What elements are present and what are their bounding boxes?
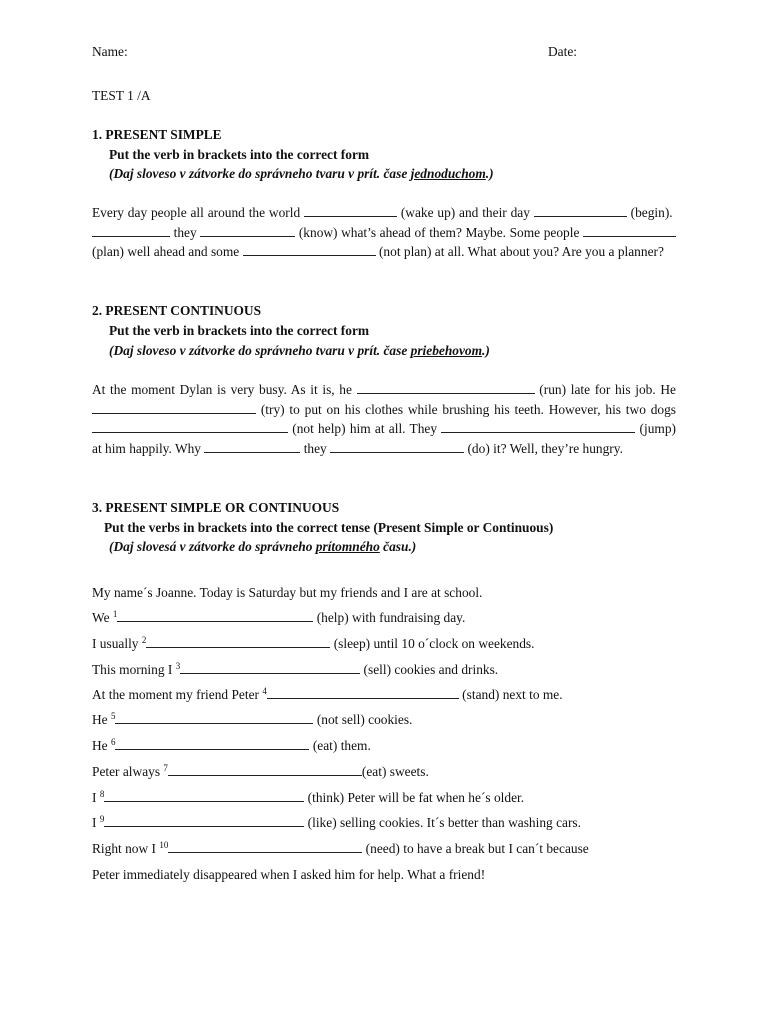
section2-text-6: they — [303, 440, 327, 456]
section2-number: 2. — [92, 303, 103, 318]
section2-text-2: (run) late for his job. He — [539, 382, 676, 397]
answer-blank-not-plan[interactable] — [243, 243, 376, 256]
name-label: Name: — [92, 44, 128, 59]
item8-number: 8 — [99, 789, 105, 799]
exercise-item-5 — [92, 710, 412, 730]
section1-paragraph — [92, 203, 676, 262]
answer-blank-6[interactable] — [115, 737, 309, 750]
section1-text-7: (not plan) at all. What about you? Are you a planner? — [378, 244, 664, 260]
item2-pre: I usually — [92, 636, 142, 651]
item10-pre: Right now I — [92, 841, 160, 856]
answer-blank-know[interactable] — [200, 224, 295, 237]
section1-translation-key: jednoduchom — [410, 166, 486, 181]
answer-blank-7[interactable] — [168, 763, 362, 776]
exercise-item-1 — [92, 608, 465, 628]
section1-title: PRESENT SIMPLE — [105, 127, 222, 142]
item3-pre: This morning I — [92, 662, 176, 677]
item8-pre: I — [92, 790, 100, 805]
item8-post: (think) Peter will be fat when he´s older. — [304, 790, 525, 805]
section1-text-5: (know) what’s ahead of them? Maybe. Some people — [298, 224, 580, 240]
section1-number: 1. — [92, 127, 103, 142]
section1-translation — [109, 164, 494, 184]
item5-pre: He — [92, 712, 111, 727]
answer-blank-8[interactable] — [104, 789, 304, 802]
section2-text-3: (try) to put on his clothes while brushing his teeth. However, his two dogs — [260, 401, 676, 417]
item4-number: 4 — [262, 686, 267, 696]
section1-text-3: (begin). — [630, 205, 673, 220]
exercise-item-9 — [92, 813, 581, 833]
item6-post: (eat) them. — [309, 738, 371, 753]
section1-translation-pre: (Daj sloveso v zátvorke do správneho tvaru v prít. čase — [109, 166, 411, 181]
section3-intro: My name´s Joanne. Today is Saturday but my friends and I are at school. — [92, 585, 483, 600]
section1-text-4: they — [173, 224, 197, 240]
answer-blank-plan[interactable] — [583, 224, 676, 237]
answer-blank-3[interactable] — [180, 661, 360, 674]
section3-translation-post: času.) — [379, 539, 417, 554]
section1-translation-post: .) — [485, 166, 494, 181]
answer-blank-wake-up[interactable] — [304, 204, 397, 217]
item5-number: 5 — [110, 711, 116, 721]
item1-post: (help) with fundraising day. — [313, 610, 466, 625]
section3-translation-key: prítomného — [315, 539, 380, 554]
section1-text-1: Every day people all around the world — [92, 205, 301, 220]
exercise-item-10 — [92, 839, 589, 859]
answer-blank-5[interactable] — [115, 711, 313, 724]
item5-post: (not sell) cookies. — [313, 712, 413, 727]
answer-blank-begin[interactable] — [534, 204, 627, 217]
section3-outro: Peter immediately disappeared when I asked him for help. What a friend! — [92, 867, 486, 882]
item2-number: 2 — [141, 635, 147, 645]
section3-translation-pre: (Daj slovesá v zátvorke do správneho — [109, 539, 316, 554]
item3-number: 3 — [175, 661, 181, 671]
item9-post: (like) selling cookies. It´s better than washing cars. — [304, 815, 581, 830]
section2-paragraph — [92, 380, 676, 458]
item9-pre: I — [92, 815, 100, 830]
section2-text-5: (jump) at him happily. Why — [92, 421, 676, 456]
item1-number: 1 — [112, 609, 118, 619]
item6-pre: He — [92, 738, 111, 753]
answer-blank-jump[interactable] — [441, 420, 635, 433]
section3-translation — [109, 537, 416, 557]
section2-translation-post: .) — [482, 343, 490, 358]
item1-pre: We — [92, 610, 113, 625]
item6-number: 6 — [110, 737, 116, 747]
exercise-item-7 — [92, 762, 429, 782]
section2-text-4: (not help) him at all. They — [292, 421, 438, 437]
exercise-item-6 — [92, 736, 371, 756]
item2-post: (sleep) until 10 o´clock on weekends. — [330, 636, 535, 651]
item4-post: (stand) next to me. — [458, 687, 563, 702]
item7-number: 7 — [163, 763, 168, 773]
answer-blank-not-help[interactable] — [92, 420, 288, 433]
exercise-item-3 — [92, 660, 498, 680]
section1-text-6: (plan) well ahead and some — [92, 244, 240, 260]
test-title — [92, 86, 151, 106]
answer-blank-10[interactable] — [168, 840, 362, 853]
answer-blank-4[interactable] — [267, 686, 459, 699]
answer-blank-9[interactable] — [104, 814, 304, 827]
section1-heading — [92, 125, 222, 145]
section2-translation — [109, 341, 490, 361]
item4-pre: At the moment my friend Peter — [92, 687, 263, 702]
answer-blank-run[interactable] — [357, 381, 535, 394]
answer-blank-try[interactable] — [92, 401, 256, 414]
section3-instruction: Put the verbs in brackets into the correct tense (Present Simple or Continuous) — [104, 520, 554, 535]
exercise-item-8 — [92, 788, 524, 808]
section1-instruction: Put the verb in brackets into the correct form — [109, 147, 370, 162]
section2-text-7: (do) it? Well, they’re hungry. — [467, 440, 623, 456]
exercise-item-4 — [92, 685, 563, 705]
item7-post: (eat) sweets. — [361, 764, 429, 779]
date-label: Date: — [548, 44, 577, 59]
section3-title: PRESENT SIMPLE OR CONTINUOUS — [105, 500, 340, 515]
section3-number: 3. — [92, 500, 103, 515]
answer-blank-subject[interactable] — [92, 224, 170, 237]
item10-number: 10 — [159, 840, 169, 850]
answer-blank-do[interactable] — [330, 440, 464, 453]
section2-translation-pre: (Daj sloveso v zátvorke do správneho tvaru v prít. čase — [109, 343, 411, 358]
answer-blank-1[interactable] — [117, 609, 313, 622]
section3-heading — [92, 498, 339, 518]
item7-pre: Peter always — [92, 764, 164, 779]
section2-title: PRESENT CONTINUOUS — [105, 303, 262, 318]
section2-instruction: Put the verb in brackets into the correct form — [109, 323, 370, 338]
answer-blank-2[interactable] — [146, 635, 330, 648]
item10-post: (need) to have a break but I can´t because — [362, 841, 589, 856]
exercise-item-2 — [92, 634, 535, 654]
answer-blank-why[interactable] — [204, 440, 300, 453]
section2-heading — [92, 301, 261, 321]
item3-post: (sell) cookies and drinks. — [360, 662, 499, 677]
item9-number: 9 — [99, 814, 105, 824]
section1-text-2: (wake up) and their day — [400, 205, 530, 220]
test-title-text: TEST 1 /A — [92, 88, 151, 103]
section2-translation-key: priebehovom — [410, 343, 483, 358]
section2-text-1: At the moment Dylan is very busy. As it is, he — [92, 382, 352, 397]
